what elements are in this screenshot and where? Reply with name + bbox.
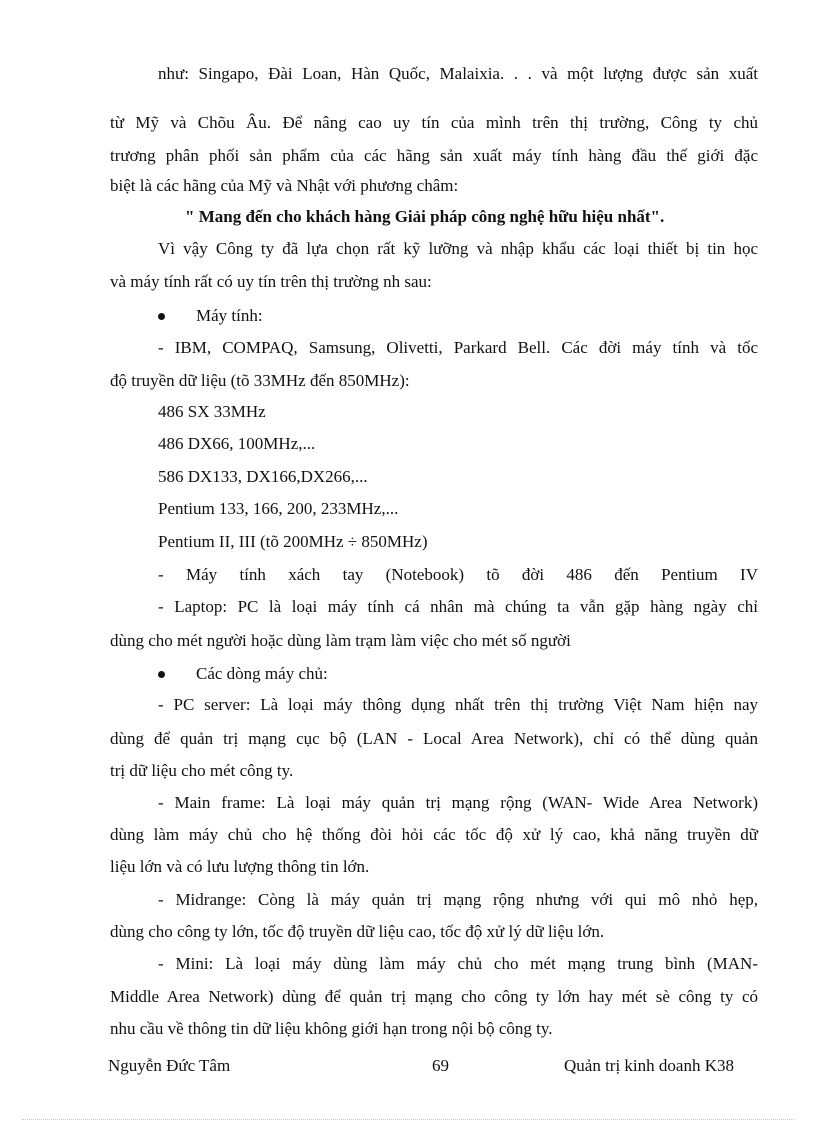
bullet-dot xyxy=(158,313,165,320)
text-line: dùng cho mét người hoặc dùng làm trạm làm việc cho mét số người xyxy=(110,631,571,650)
spec-line: 486 DX66, 100MHz,... xyxy=(158,434,316,453)
text-line: - Main frame: Là loại máy quản trị mạng rộng (WAN- Wide Area Network) xyxy=(158,793,758,812)
text-line: dùng làm máy chủ cho hệ thống đòi hỏi các tốc độ xử lý cao, khả năng truyền dữ xyxy=(110,825,758,844)
text-line: liệu lớn và có lưu lượng thông tin lớn. xyxy=(110,857,370,876)
footer-course: Quản trị kinh doanh K38 xyxy=(564,1056,734,1075)
text-line: - Laptop: PC là loại máy tính cá nhân mà chúng ta vẫn gặp hàng ngày chỉ xyxy=(158,597,758,616)
text-line: từ Mỹ và Chõu Âu. Để nâng cao uy tín của mình trên thị trường, Công ty chủ xyxy=(110,113,758,132)
text-line: trương phân phối sản phẩm của các hãng sản xuất máy tính hàng đầu thế giới đặc xyxy=(110,146,758,165)
text-line: dùng cho công ty lớn, tốc độ truyền dữ liệu cao, tốc độ xử lý dữ liệu lớn. xyxy=(110,922,605,941)
spec-line: 586 DX133, DX166,DX266,... xyxy=(158,467,368,486)
spec-line: Pentium 133, 166, 200, 233MHz,... xyxy=(158,499,399,518)
bullet-heading: Các dòng máy chủ: xyxy=(196,664,328,683)
page-bottom-rule xyxy=(22,1119,794,1120)
bullet-heading: Máy tính: xyxy=(196,306,263,325)
footer-author: Nguyễn Đức Tâm xyxy=(108,1056,231,1075)
motto-line: " Mang đến cho khách hàng Giải pháp công nghệ hữu hiệu nhất". xyxy=(185,207,665,226)
text-line: độ truyền dữ liệu (tõ 33MHz đến 850MHz): xyxy=(110,371,410,390)
text-line: và máy tính rất có uy tín trên thị trường nh sau: xyxy=(110,272,432,291)
text-line: như: Singapo, Đài Loan, Hàn Quốc, Malaixia. . . và một lượng được sản xuất xyxy=(158,64,758,83)
text-line: nhu cầu về thông tin dữ liệu không giới hạn trong nội bộ công ty. xyxy=(110,1019,553,1038)
text-line: dùng để quản trị mạng cục bộ (LAN - Local Area Network), chỉ có thể dùng quản xyxy=(110,729,758,748)
text-line: biệt là các hãng của Mỹ và Nhật với phương châm: xyxy=(110,176,459,195)
text-line: - IBM, COMPAQ, Samsung, Olivetti, Parkard Bell. Các đời máy tính và tốc xyxy=(158,338,758,357)
bullet-dot xyxy=(158,671,165,678)
text-line: - Midrange: Còng là máy quản trị mạng rộng nhưng với qui mô nhỏ hẹp, xyxy=(158,890,758,909)
text-line: - Mini: Là loại máy dùng làm máy chủ cho mét mạng trung bình (MAN- xyxy=(158,954,758,973)
spec-line: Pentium II, III (tõ 200MHz ÷ 850MHz) xyxy=(158,532,428,551)
text-line: - PC server: Là loại máy thông dụng nhất trên thị trường Việt Nam hiện nay xyxy=(158,695,758,714)
text-line: Vì vậy Công ty đã lựa chọn rất kỹ lưỡng và nhập khẩu các loại thiết bị tin học xyxy=(158,239,758,258)
spec-line: 486 SX 33MHz xyxy=(158,402,266,421)
footer-page-number: 69 xyxy=(432,1056,449,1075)
text-line: trị dữ liệu cho mét công ty. xyxy=(110,761,294,780)
text-line: - Máy tính xách tay (Notebook) tõ đời 486 đến Pentium IV xyxy=(158,565,758,584)
text-line: Middle Area Network) dùng để quản trị mạng cho công ty lớn hay mét sè công ty có xyxy=(110,987,758,1006)
